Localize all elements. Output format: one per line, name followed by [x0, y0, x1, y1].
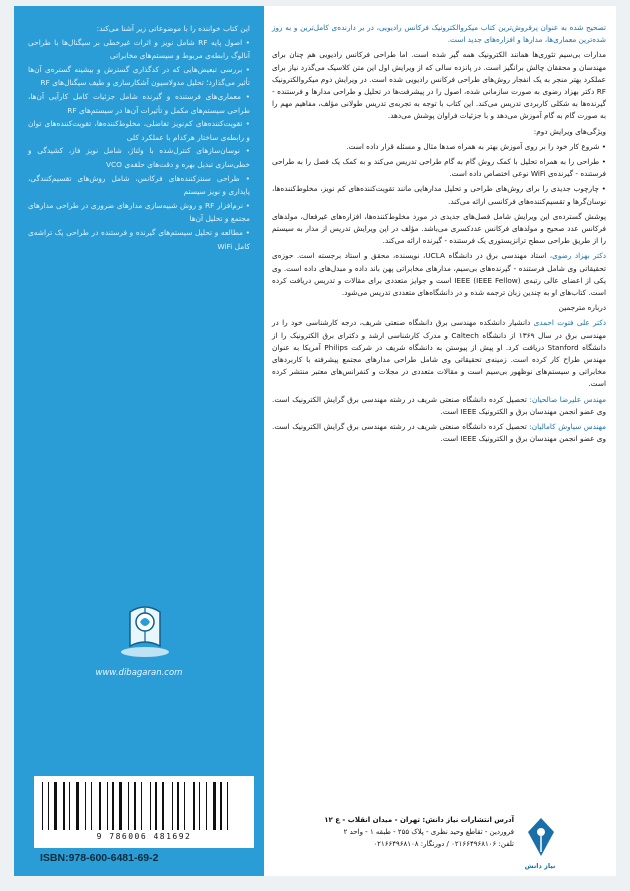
barcode-bar	[91, 782, 92, 830]
barcode-bar	[225, 782, 226, 830]
barcode-bar	[220, 782, 222, 830]
features-title: ویژگی‌های ویرایش دوم:	[533, 126, 606, 136]
translator-name: دکتر علی فتوت احمدی	[533, 318, 606, 328]
feature-bullet: • شروع کار خود را بر روی آموزش بهتر به همراه صدها مثال و مسئله قرار داده است.	[272, 141, 606, 153]
barcode-bar	[141, 782, 142, 830]
blue-paragraph: • مطالعه و تحلیل سیستم‌های گیرنده و فرستنده در طراحی یک تراشه‌ی کامل WiFi	[28, 227, 250, 251]
barcode-bar	[109, 782, 110, 830]
barcode-bar	[174, 782, 175, 830]
publisher-contact: تلفن: ۰۲۱۶۶۴۹۶۸۱۰۶ / دورنگار: ۰۲۱۶۶۴۹۶۸۱۰۸	[373, 840, 514, 848]
barcode-bar	[172, 782, 173, 830]
barcode-bar	[85, 782, 86, 830]
barcode-bar	[227, 782, 228, 830]
blue-paragraph: • بررسی تبعیض‌هایی که در کدگذاری گسترش و بیشینه گستره‌ی آن‌ها تأثیر می‌گذارد؛ تحلیل مدولاسیون آشکارسازی و طیف سیگنال‌های RF	[28, 64, 250, 88]
barcode-bar	[128, 782, 129, 830]
blue-paragraph: • طراحی سنتزکننده‌های فرکانس، شامل روش‌های تقسیم‌کنندگی، پایداری و نویز سیستم	[28, 173, 250, 197]
description-column	[264, 6, 616, 876]
barcode-bar	[54, 782, 57, 830]
author-bio: استاد مهندسی برق در دانشگاه UCLA، نویسنده، محقق و استاد برجسته است. حوزه‌ی تحقیقاتی وی شامل فرستنده - گیرنده‌های بی‌سیم، مدارهای مخابراتی پهن باند داده و مبدل‌های داده است. وی یکی از اعضای عالی رتبه‌ی IEEE (IEEE Fellow) است و جوایز متعددی برای مقالات و تدریس دریافت کرده است. کتاب‌های او به چندین زبان ترجمه شده و در دانشگاه‌های متعددی تدریس می‌شود.	[272, 251, 606, 298]
barcode-bar	[87, 782, 89, 830]
blue-paragraph: • نوسان‌سازهای کنترل‌شده با ولتاژ، شامل نویز فاز، کشیدگی و خطی‌سازی تبدیل بهره و دقت‌های حلقه‌ی VCO	[28, 146, 250, 169]
barcode-bar	[206, 782, 207, 830]
translator-name: مهندس علیرضا صالحیان:	[529, 394, 606, 404]
barcode-bar	[44, 782, 46, 830]
barcode-bar	[150, 782, 151, 830]
barcode-bar	[99, 782, 101, 830]
translator-bio: تحصیل کرده دانشگاه صنعتی شریف در رشته مهندسی برق گرایش الکترونیک است. وی عضو انجمن مهندسان برق و الکترونیک IEEE است.	[272, 394, 606, 416]
barcode-bars	[42, 782, 246, 830]
lead-paragraph: تصحیح شده به عنوان پرفروش‌ترین کتاب میکروالکترونیک فرکانس رادیویی، در بر دارنده‌ی کامل‌ترین و به روز شده‌ترین معماری‌ها، مدارها و افزاره‌های جدید است.	[272, 23, 606, 45]
barcode-bar	[199, 782, 200, 830]
feature-bullet: • طراحی را به همراه تحلیل با کمک روش گام به گام طراحی تدریس می‌کند و به کمک یک فصل را به طراحی فرستنده - گیرنده‌ی WiFi نوعی اختصاص داده است.	[272, 156, 606, 180]
barcode-bar	[63, 782, 65, 830]
barcode-bar	[48, 782, 49, 830]
barcode-bar	[52, 782, 53, 830]
blue-paragraph: این کتاب خواننده را با موضوعاتی زیر آشنا می‌کند:	[96, 24, 250, 33]
description-text	[272, 22, 606, 449]
translator-name: مهندس سیاوش کامالیان:	[529, 422, 606, 432]
barcode-bar	[209, 782, 210, 830]
barcode-bar	[117, 782, 118, 830]
translator-paragraph	[272, 394, 606, 418]
blue-paragraph: • نرم‌افزار RF و روش شبیه‌سازی مدارهای ضروری در طراحی مدارهای مجتمع و تحلیل آن‌ها	[28, 200, 251, 224]
isbn: ISBN:978-600-6481-69-2	[40, 852, 159, 864]
barcode-bar	[73, 782, 75, 830]
coverage-paragraph: پوشش گسترده‌ی این ویرایش شامل فصل‌های جدیدی در مورد مخلوط‌کننده‌ها، افزاره‌های غیرفعال، مولدهای فرکانس عدد صحیح و مولدهای فرکانس عددکسری می‌باشد. مؤلف در این ویرایش تدریس از مدار به سیستم را از طریق طراحی سطح ترانزیستوری یک فرستنده - گیرنده ارائه می‌کند.	[272, 211, 606, 246]
barcode-bar	[119, 782, 122, 830]
barcode-bar	[184, 782, 185, 830]
barcode-bar	[196, 782, 197, 830]
publisher-logo-text: نیاز دانش	[524, 862, 556, 870]
barcode-bar	[124, 782, 125, 830]
publisher-address-line: آدرس انتشارات نیاز دانش: تهران - میدان انقلاب - ع ۱۲	[324, 816, 514, 824]
barcode-bar	[162, 782, 164, 830]
intro-paragraph: مدارات بی‌سیم تئوری‌ها همانند الکترونیک همه گیر شده است. اما طراحی فرکانس رادیویی هم چنان برای مهندسان و محققان چالش برانگیز است. در پانزده سالی که از ویرایش اول این متن کلاسیک می‌گذرد نیاز برای عملکرد بهتر منجر به یک انفجار روش‌های طراحی فرکانس رادیویی شده است. در ویرایش دوم میکروالکترونیک RF دکتر بهزاد رضوی به صورت سازمانی شده، اصول را در پیشرفت‌ها در تحلیل و طراحی مدارها و فرستنده - گیرنده‌ها به شکلی کاربردی تدریس می‌کند. این کتاب با توجه به تجربه‌ی تدریس طولانی مؤلف، مفاهیم مهم را به صورت گام به گام آموزش می‌دهد و با جزئیات فراوان پوشش می‌دهد.	[272, 50, 606, 121]
barcode-bar	[112, 782, 114, 830]
barcode-bar	[155, 782, 157, 830]
barcode-bar	[76, 782, 79, 830]
barcode-bar	[81, 782, 82, 830]
barcode-bar	[217, 782, 218, 830]
barcode	[34, 776, 254, 848]
features-list	[28, 22, 250, 253]
publisher-address-line: فروردین - تقاطع وحید نظری - پلاک ۲۵۵ - طبقه ۱ - واحد ۲	[343, 828, 514, 836]
translator-bio: تحصیل کرده دانشگاه صنعتی شریف در رشته مهندسی برق گرایش الکترونیک است. وی عضو انجمن مهندسان برق و الکترونیک IEEE است.	[272, 422, 606, 444]
barcode-bar	[177, 782, 179, 830]
barcode-bar	[107, 782, 108, 830]
barcode-bar	[130, 782, 132, 830]
barcode-bar	[103, 782, 104, 830]
translators-title: درباره مترجمین	[558, 303, 606, 313]
barcode-bar	[213, 782, 216, 830]
barcode-bar	[139, 782, 140, 830]
barcode-bar	[166, 782, 169, 830]
blue-paragraph: • تقویت‌کننده‌های کم‌نویز تفاضلی، مخلوط‌کننده‌ها، تقویت‌کننده‌های توان و رابطه‌ی ساختار هرکدام با عملکرد کلی	[28, 119, 250, 142]
barcode-bar	[160, 782, 161, 830]
back-cover	[14, 6, 616, 876]
barcode-digits: 9 786006 481692	[96, 832, 192, 841]
blue-paragraph: • معماری‌های فرستنده و گیرنده شامل جزئیات کامل کارآیی آن‌ها، طراحی سیستم‌های مکمل و تأثیرات آن‌ها در سیستم‌های RF	[28, 91, 250, 115]
publisher-logo-icon	[526, 816, 556, 858]
barcode-bar	[59, 782, 60, 830]
barcode-bar	[95, 782, 98, 830]
barcode-bar	[187, 782, 190, 830]
translator-bio: دانشیار دانشکده مهندسی برق دانشگاه صنعتی شریف، درجه کارشناسی خود را در مهندسی برق در سال ۱۳۶۹ از دانشگاه Caltech و مدرک کارشناسی ارشد و دکترای برق الکترونیک را از دانشگاه Stanford دریافت کرد. او پیش از پیوستن به دانشگاه شریف در شرکت Philips آمریکا به عنوان مهندس طراح کار کرده است. زمینه‌ی تحقیقاتی وی شامل طراحی مدارهای مجتمع پیشرفته با کاربردهای مخابراتی و سیستم‌های نوظهور بی‌سیم است و مقالات متعددی در مجلات و کنفرانس‌های معتبر منتشر کرده است.	[272, 318, 607, 389]
barcode-bar	[230, 782, 232, 830]
barcode-bar	[193, 782, 195, 830]
barcode-bar	[182, 782, 183, 830]
barcode-bar	[203, 782, 205, 830]
barcode-bar	[66, 782, 67, 830]
publisher-address	[284, 814, 514, 850]
feature-bullet: • چارچوب جدیدی را برای روش‌های طراحی و تحلیل مدارهایی مانند تقویت‌کننده‌های کم نویز، مخلوط‌کننده‌ها، نوسان‌گرها و تقسیم‌کننده‌های فرکانسی ارائه می‌کند.	[272, 183, 606, 207]
translator-paragraph	[272, 317, 606, 390]
barcode-bar	[144, 782, 147, 830]
barcode-bar	[42, 782, 43, 830]
barcode-bar	[134, 782, 136, 830]
publisher-emblem-icon	[116, 596, 174, 658]
website-url: www.dibagaran.com	[95, 668, 183, 678]
author-paragraph	[272, 250, 606, 299]
blue-side-panel	[14, 6, 264, 876]
author-name: دکتر بهزاد رضوی،	[549, 251, 606, 261]
blue-paragraph: • اصول پایه RF شامل نویز و اثرات غیرخطی بر سیگنال‌ها با طراحی آنالوگ رابطه‌ی مربوط و سیستم‌های مخابراتی	[28, 37, 250, 61]
translator-paragraph	[272, 421, 606, 445]
barcode-bar	[152, 782, 153, 830]
barcode-bar	[69, 782, 70, 830]
